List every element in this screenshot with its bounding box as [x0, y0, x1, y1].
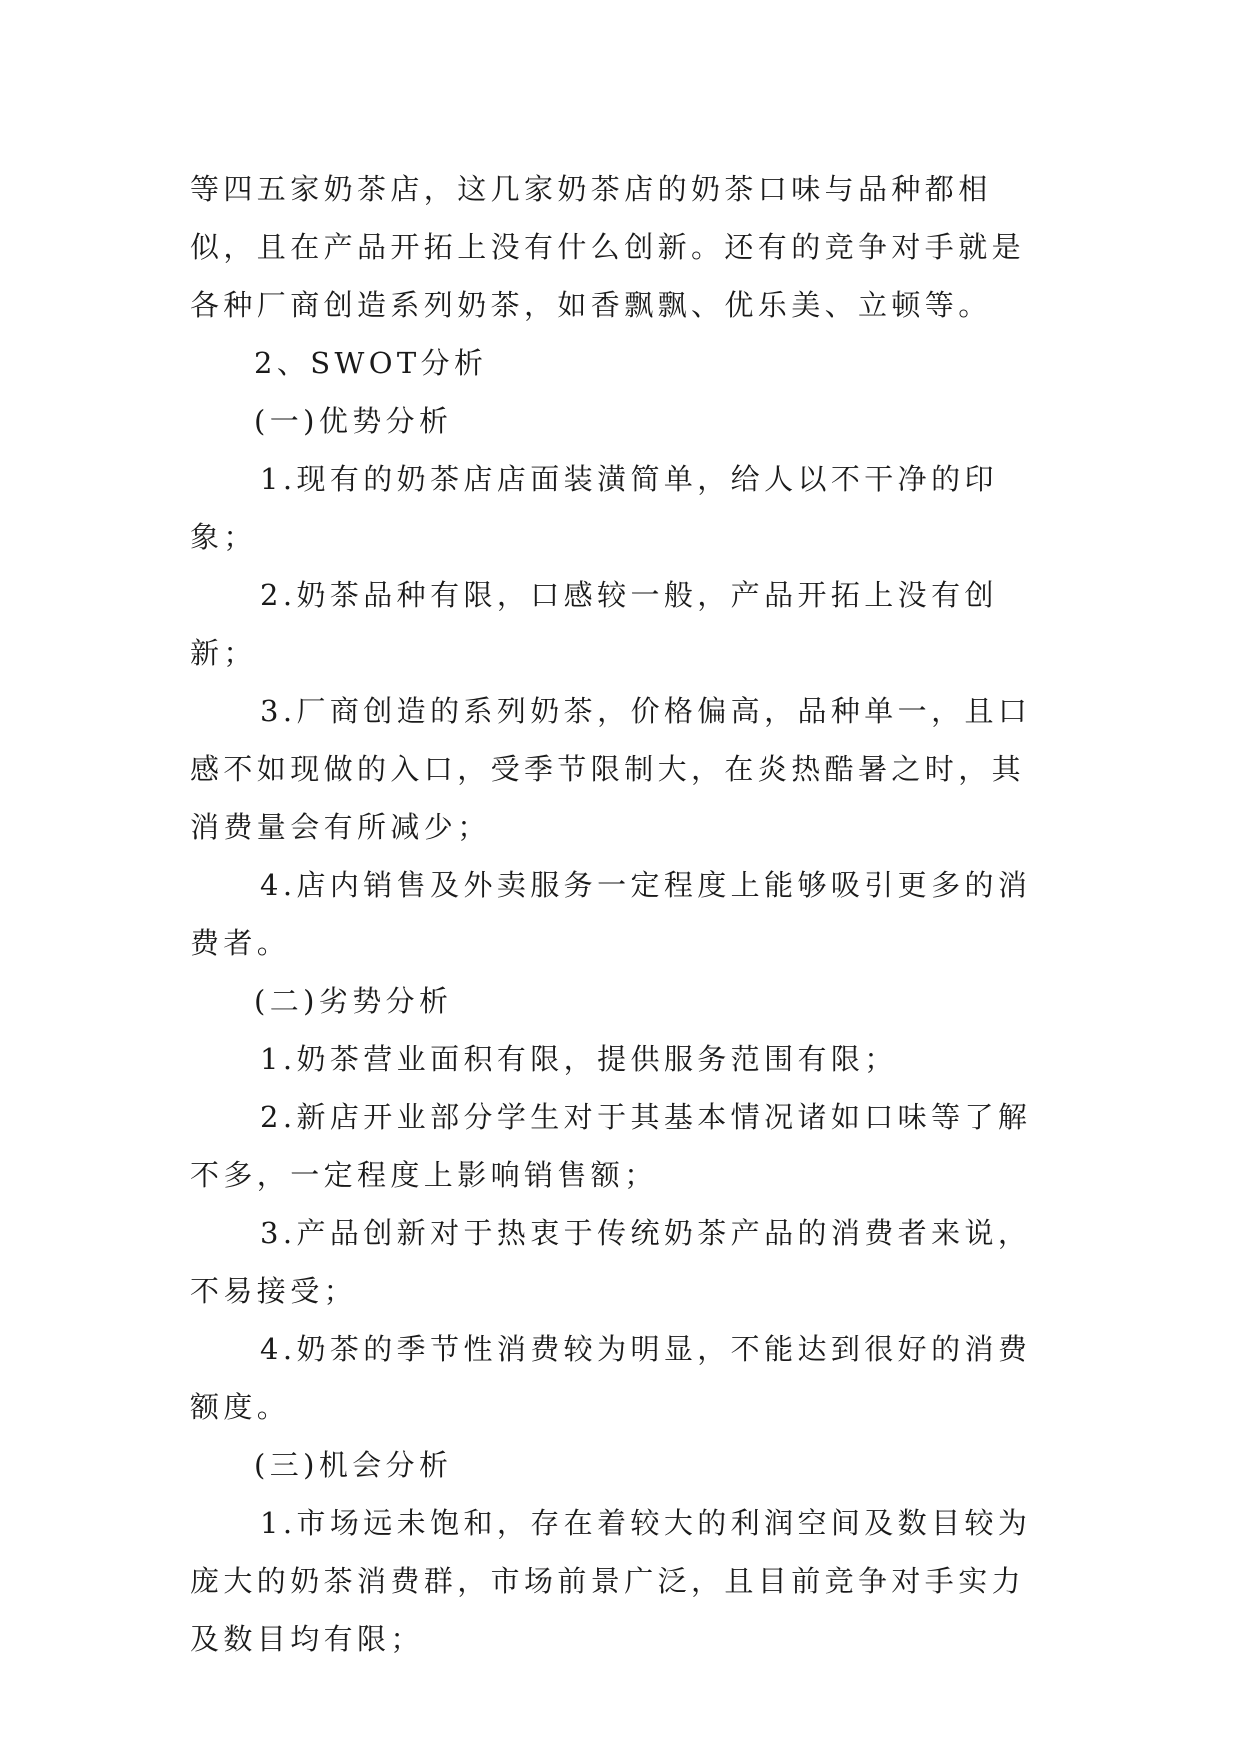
strengths-heading: (一)优势分析	[254, 404, 453, 438]
weakness-item-2: 2.新店开业部分学生对于其基本情况诸如口味等了解不多，一定程度上影响销售额；	[190, 1100, 1032, 1192]
strength-item-1: 1.现有的奶茶店店面装潢简单，给人以不干净的印象；	[190, 462, 998, 554]
weakness-item-4: 4.奶茶的季节性消费较为明显，不能达到很好的消费额度。	[190, 1332, 1032, 1424]
strength-item-3: 3.厂商创造的系列奶茶，价格偏高，品种单一，且口感不如现做的入口，受季节限制大，在炎热酷暑之时，其消费量会有所减少；	[190, 694, 1032, 844]
intro-paragraph: 等四五家奶茶店，这几家奶茶店的奶茶口味与品种都相似，且在产品开拓上没有什么创新。还有的竞争对手就是各种厂商创造系列奶茶，如香飘飘、优乐美、立顿等。	[190, 172, 1026, 322]
swot-heading: 2、SWOT分析	[254, 346, 488, 380]
strength-item-4: 4.店内销售及外卖服务一定程度上能够吸引更多的消费者。	[190, 868, 1032, 960]
opportunities-heading: (三)机会分析	[254, 1448, 453, 1482]
opportunity-item-1: 1.市场远未饱和，存在着较大的利润空间及数目较为庞大的奶茶消费群，市场前景广泛，且目前竞争对手实力及数目均有限；	[190, 1506, 1032, 1656]
document-body	[190, 160, 1050, 1668]
strength-item-2: 2.奶茶品种有限，口感较一般，产品开拓上没有创新；	[190, 578, 998, 670]
weakness-item-1: 1.奶茶营业面积有限，提供服务范围有限；	[260, 1042, 898, 1076]
weakness-item-3: 3.产品创新对于热衷于传统奶茶产品的消费者来说，不易接受；	[190, 1216, 1032, 1308]
weaknesses-heading: (二)劣势分析	[254, 984, 453, 1018]
